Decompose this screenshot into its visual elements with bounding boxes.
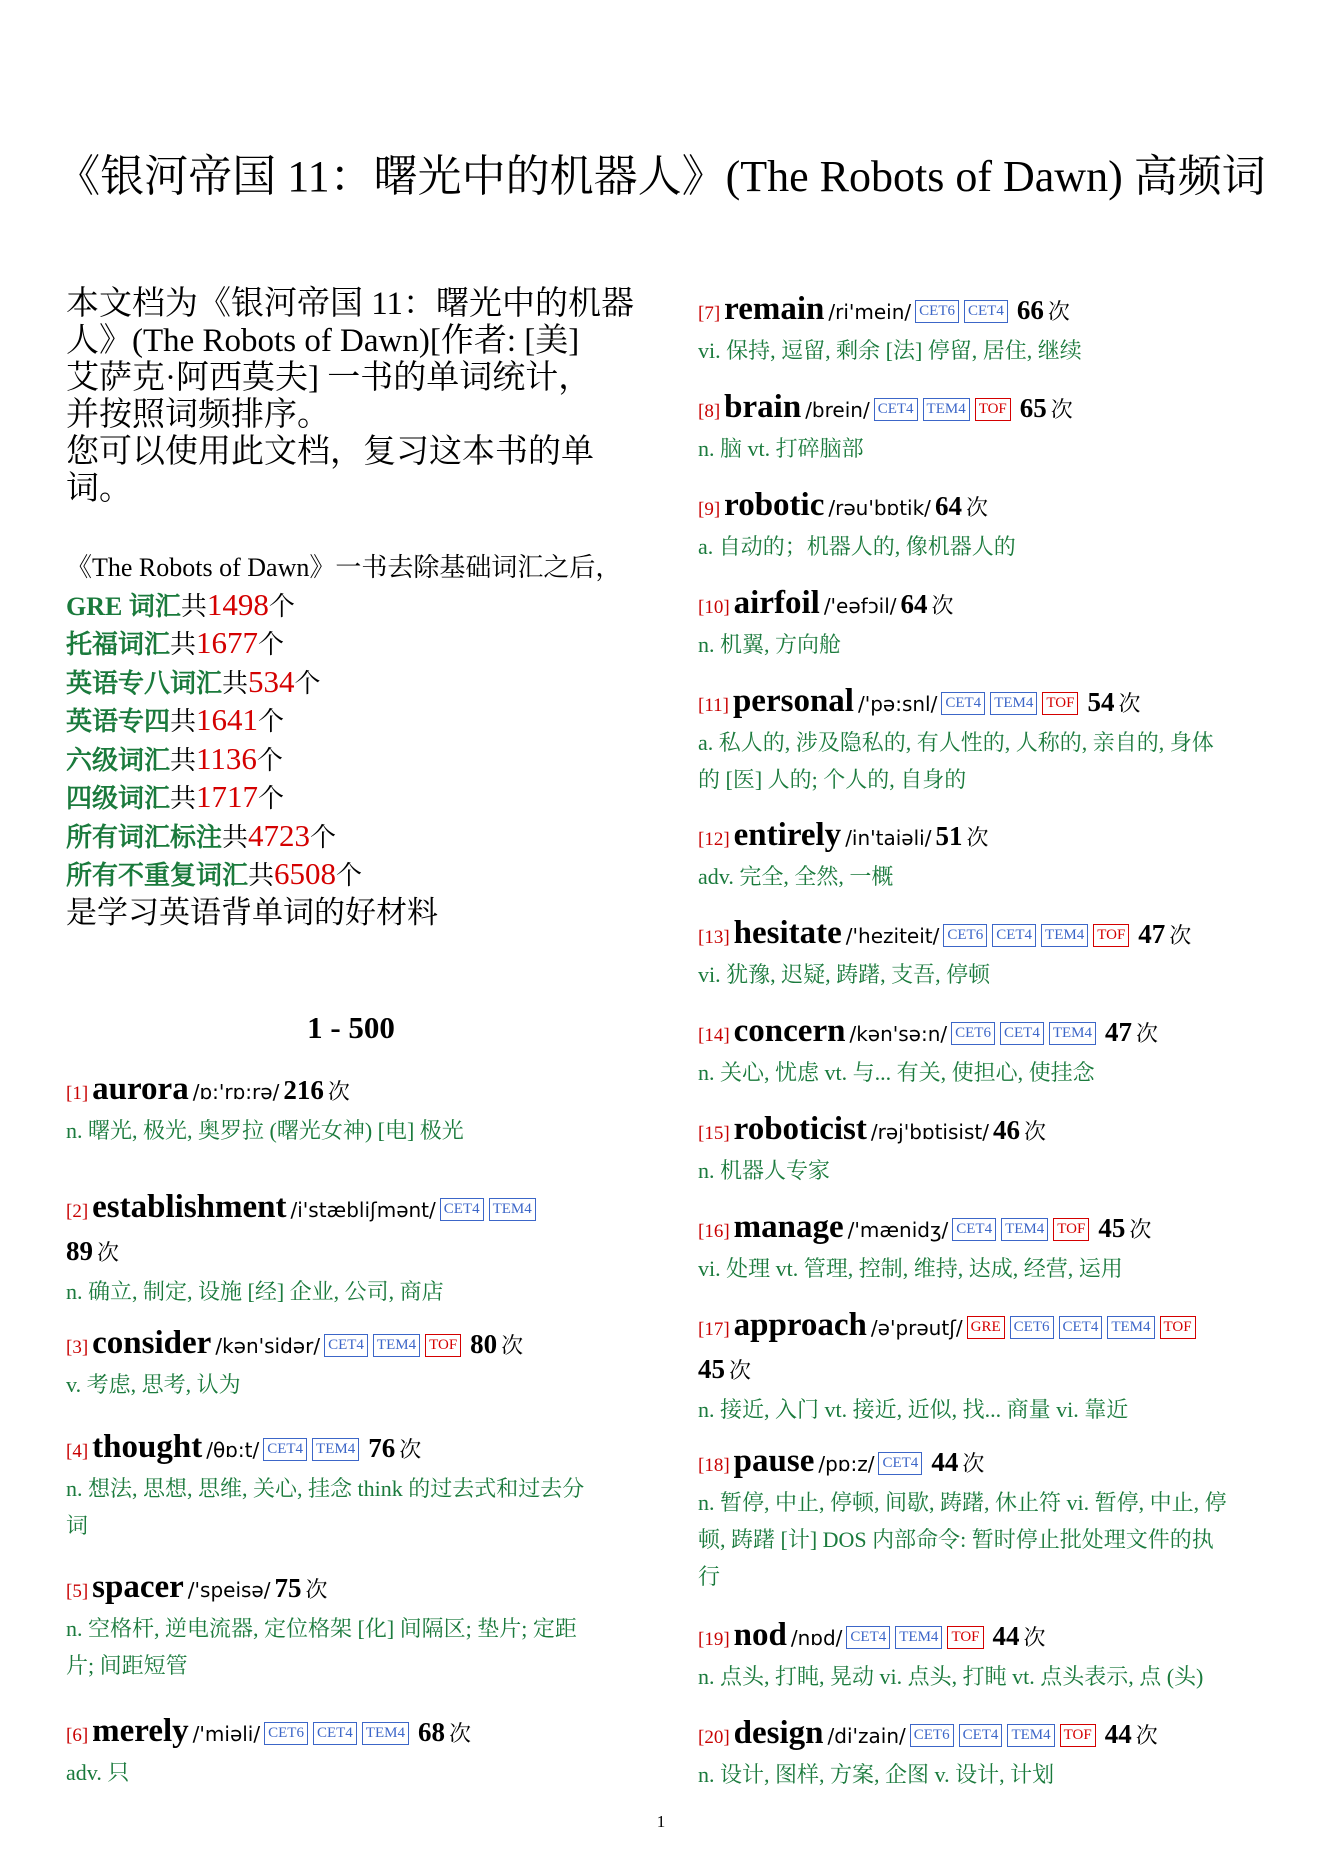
entry-head [698,1012,1278,1056]
entry-index: [10] [698,597,730,618]
stats-mid: 共 [222,822,249,852]
entry-head [698,584,1278,628]
entry-definition [698,332,1278,369]
stats-row [66,702,646,741]
definition-line: adv. 只 [66,1760,130,1785]
entry-word: pause [733,1443,815,1479]
entry-definition [66,1610,636,1684]
stats-row [66,625,646,664]
word-entry [698,584,1278,663]
exam-tag-cet4: CET4 [313,1722,357,1745]
definition-line: v. 考虑, 思考, 认为 [66,1372,241,1397]
definition-line: vi. 处理 vt. 管理, 控制, 维持, 达成, 经营, 运用 [698,1256,1123,1281]
entry-definition [698,956,1278,993]
entry-phonetic: /in'taiəli/ [845,826,932,850]
entry-word: manage [733,1209,844,1245]
stats-unit: 个 [258,630,285,659]
entry-count: 75 [274,1573,302,1603]
entry-index: [9] [698,499,721,520]
definition-line: n. 接近, 入门 vt. 接近, 近似, 找... 商量 vi. 靠近 [698,1397,1129,1422]
entry-count: 54 [1087,687,1115,717]
times-suffix: 次 [448,1721,471,1746]
times-suffix: 次 [501,1333,524,1358]
definition-line: n. 设计, 图样, 方案, 企图 v. 设计, 计划 [698,1762,1055,1787]
stats-number: 1717 [196,779,259,814]
stats-number: 534 [248,663,295,699]
entry-definition [698,626,1278,663]
exam-tag-cet4: CET4 [324,1334,368,1357]
times-suffix: 次 [965,495,988,520]
vocabulary-stats [66,550,646,931]
entry-index: [16] [698,1221,730,1242]
entry-phonetic: /i'stæbliʃmənt/ [290,1198,436,1222]
entry-word: establishment [92,1189,287,1225]
entry-head [698,1110,1278,1154]
stats-label: 英语专八词汇 [66,668,223,698]
exam-tag-gre: GRE [967,1316,1005,1339]
word-entry [698,1306,1278,1428]
entry-head [698,1616,1278,1660]
exam-tag-tof: TOF [975,398,1011,421]
exam-tag-cet4: CET4 [846,1626,890,1649]
entry-definition [66,1754,636,1791]
intro-line: 人》(The Robots of Dawn)[作者: [美] [66,323,580,359]
entry-word: roboticist [733,1111,867,1147]
entry-word: merely [92,1713,189,1749]
entry-word: nod [733,1617,787,1653]
entry-phonetic: /'eəfɔil/ [823,594,897,618]
entry-index: [4] [66,1441,89,1462]
entry-head [698,290,1278,334]
word-entry [66,1070,636,1149]
times-suffix: 次 [327,1079,350,1104]
word-entry [698,1714,1278,1793]
entry-definition [698,858,1278,895]
exam-tag-tem4: TEM4 [312,1438,359,1461]
entry-count: 45 [1098,1213,1126,1243]
entry-definition [698,1756,1278,1793]
definition-line: n. 空格杆, 逆电流器, 定位格架 [化] 间隔区; 垫片; 定距 [66,1616,577,1641]
entry-index: [13] [698,927,730,948]
entry-count: 44 [992,1621,1020,1651]
entry-count: 46 [992,1115,1020,1145]
exam-tag-cet4: CET4 [992,924,1036,947]
entry-index: [1] [66,1083,89,1104]
entry-count: 89 [66,1236,93,1266]
entry-definition [698,430,1278,467]
stats-number: 4723 [248,817,311,853]
entry-phonetic: /θɒ:t/ [206,1438,260,1462]
intro-line: 您可以使用此文档，复习这本书的单 [66,434,594,470]
entry-index: [3] [66,1337,89,1358]
times-suffix: 次 [1050,397,1073,422]
times-suffix: 次 [1169,923,1192,948]
exam-tag-cet4: CET4 [878,1452,922,1475]
entry-word: entirely [733,817,842,853]
definition-line: adv. 完全, 全然, 一概 [698,864,894,889]
entry-head [698,1306,1278,1393]
entry-phonetic: /pɒ:z/ [818,1452,875,1476]
word-entry [66,1568,636,1684]
exam-tag-cet4: CET4 [263,1438,307,1461]
exam-tag-cet6: CET6 [1010,1316,1054,1339]
entry-index: [8] [698,401,721,422]
definition-line: a. 私人的, 涉及隐私的, 有人性的, 人称的, 亲自的, 身体 [698,730,1214,755]
entry-word: personal [732,683,854,719]
stats-label: 四级词汇 [66,784,171,813]
entry-phonetic: /kən'sə:n/ [849,1022,948,1046]
times-suffix: 次 [966,825,989,850]
times-suffix: 次 [1047,299,1070,324]
entry-phonetic: /'miəli/ [192,1722,261,1746]
exam-tag-tem4: TEM4 [1001,1218,1048,1241]
entry-definition [698,528,1278,565]
entry-definition [698,1658,1278,1695]
times-suffix: 次 [97,1240,120,1265]
document-title: 《银河帝国 11：曙光中的机器人》(The Robots of Dawn) 高频词 [56,152,1266,201]
entry-head [66,1428,636,1472]
entry-word: remain [724,291,825,327]
exam-tag-cet4: CET4 [964,300,1008,323]
entry-head [698,1208,1278,1252]
word-entry [698,290,1278,369]
definition-line: 片; 间距短管 [66,1653,188,1678]
entry-index: [6] [66,1725,89,1746]
stats-label: 所有不重复词汇 [66,861,249,890]
entry-phonetic: /rəu'bɒtik/ [828,496,931,520]
definition-line: n. 想法, 思想, 思维, 关心, 挂念 think 的过去式和过去分 [66,1476,585,1501]
entry-phonetic: /'mænidʒ/ [847,1218,949,1242]
stats-label: 英语专四 [66,707,171,736]
entry-count: 51 [935,821,963,851]
entry-head [66,1188,636,1275]
entry-count: 47 [1138,919,1166,949]
exam-tag-tem4: TEM4 [923,398,970,421]
word-entry [698,486,1278,565]
stats-unit: 个 [336,861,363,890]
entry-phonetic: /brein/ [805,398,870,422]
stats-label: 所有词汇标注 [66,822,223,852]
exam-tag-tof: TOF [947,1626,983,1649]
entry-count: 44 [1104,1719,1132,1749]
exam-tag-tem4: TEM4 [1049,1022,1096,1045]
stats-label: 六级词汇 [66,745,171,775]
entry-head [66,1568,636,1612]
definition-line: n. 关心, 忧虑 vt. 与... 有关, 使担心, 使挂念 [698,1060,1095,1085]
entry-head [698,1714,1278,1758]
entry-phonetic: /kən'sidər/ [215,1334,321,1358]
word-entry [698,682,1278,798]
entry-definition [698,1391,1278,1428]
entry-head [698,914,1278,958]
intro-line: 艾萨克·阿西莫夫] 一书的单词统计， [66,360,592,396]
stats-unit: 个 [310,822,337,852]
exam-tag-cet4: CET4 [1000,1022,1044,1045]
exam-tag-tem4: TEM4 [1007,1724,1054,1747]
entry-head [698,816,1278,860]
word-entry [66,1188,636,1310]
entry-word: concern [733,1013,846,1049]
entry-phonetic: /'heziteit/ [845,924,940,948]
entry-count: 44 [931,1447,959,1477]
stats-label: 托福词汇 [66,630,171,659]
entry-definition [698,1250,1278,1287]
entry-index: [5] [66,1581,89,1602]
exam-tag-tof: TOF [1160,1316,1196,1339]
definition-line: n. 机器人专家 [698,1158,831,1183]
exam-tag-tem4: TEM4 [1041,924,1088,947]
exam-tag-tof: TOF [1053,1218,1089,1241]
entry-head [698,682,1278,726]
stats-unit: 个 [256,745,283,775]
stats-row [66,741,646,780]
entry-index: [14] [698,1025,730,1046]
stats-row [66,779,646,818]
entry-phonetic: /ɒ:'rɒ:rə/ [192,1080,280,1104]
intro-paragraph [66,286,646,508]
stats-row [66,587,646,626]
stats-lead: 《The Robots of Dawn》一书去除基础词汇之后， [66,553,622,582]
times-suffix: 次 [1129,1217,1152,1242]
entry-definition [698,1152,1278,1189]
times-suffix: 次 [399,1437,422,1462]
entry-index: [12] [698,829,730,850]
definition-line: n. 点头, 打盹, 晃动 vi. 点头, 打盹 vt. 点头表示, 点 (头) [698,1664,1204,1689]
exam-tag-cet6: CET6 [910,1724,954,1747]
stats-unit: 个 [294,668,321,698]
entry-head [66,1712,636,1756]
intro-line: 本文档为《银河帝国 11：曙光中的机器 [66,286,635,322]
entry-index: [2] [66,1201,89,1222]
stats-number: 1136 [196,740,257,776]
exam-tag-tof: TOF [1093,924,1129,947]
stats-mid: 共 [170,784,197,813]
entry-word: approach [733,1307,867,1343]
entry-word: hesitate [733,915,842,951]
entry-count: 64 [900,589,928,619]
entry-definition [66,1112,636,1149]
exam-tag-cet6: CET6 [264,1722,308,1745]
entry-index: [20] [698,1727,730,1748]
entry-count: 47 [1105,1017,1132,1047]
exam-tag-tem4: TEM4 [373,1334,420,1357]
entry-word: brain [724,389,802,425]
entry-definition [698,1484,1278,1595]
exam-tag-cet4: CET4 [941,692,985,715]
entry-definition [698,724,1278,798]
definition-line: n. 机翼, 方向舱 [698,632,842,657]
word-entry [698,1616,1278,1695]
stats-number: 1677 [196,625,259,660]
entry-word: consider [92,1325,212,1361]
word-entry [698,1442,1278,1595]
times-suffix: 次 [1023,1119,1046,1144]
entry-definition [66,1470,636,1544]
definition-line: vi. 犹豫, 迟疑, 踌躇, 支吾, 停顿 [698,962,991,987]
stats-row [66,664,646,703]
exam-tag-tem4: TEM4 [362,1722,409,1745]
entry-phonetic: /rəj'bɒtisist/ [870,1120,989,1144]
stats-mid: 共 [170,707,197,736]
definition-line: vi. 保持, 逗留, 剩余 [法] 停留, 居住, 继续 [698,338,1082,363]
definition-line: 词 [66,1513,89,1538]
times-suffix: 次 [1136,1021,1159,1046]
exam-tag-cet4: CET4 [874,398,918,421]
exam-tag-tem4: TEM4 [1107,1316,1154,1339]
entry-phonetic: /'pə:snl/ [857,692,938,716]
stats-unit: 个 [268,591,295,621]
word-entry [698,388,1278,467]
entry-count: 76 [368,1433,396,1463]
word-entry [66,1324,636,1403]
exam-tag-cet6: CET6 [943,924,987,947]
exam-tag-cet6: CET6 [915,300,959,323]
entry-index: [11] [698,695,729,716]
definition-line: n. 曙光, 极光, 奥罗拉 (曙光女神) [电] 极光 [66,1118,464,1143]
times-suffix: 次 [962,1451,985,1476]
entry-count: 68 [417,1717,445,1747]
times-suffix: 次 [729,1358,752,1383]
exam-tag-cet6: CET6 [951,1022,995,1045]
entry-index: [18] [698,1455,730,1476]
stats-closing: 是学习英语背单词的好材料 [66,894,438,930]
definition-line: n. 暂停, 中止, 停顿, 间歇, 踌躇, 休止符 vi. 暂停, 中止, 停 [698,1490,1227,1515]
word-entry [698,1208,1278,1287]
entry-head [698,388,1278,432]
entry-word: design [733,1715,824,1751]
entry-word: robotic [724,487,825,523]
exam-tag-cet4: CET4 [959,1724,1003,1747]
stats-label: GRE 词汇 [66,591,181,621]
stats-number: 1641 [196,702,259,737]
exam-tag-tem4: TEM4 [895,1626,942,1649]
exam-tag-tof: TOF [425,1334,461,1357]
times-suffix: 次 [931,593,954,618]
entry-definition [698,1054,1278,1091]
entry-phonetic: /di'zain/ [827,1724,906,1748]
exam-tag-cet4: CET4 [952,1218,996,1241]
entry-index: [17] [698,1319,730,1340]
entry-head [698,486,1278,530]
entry-head [66,1070,636,1114]
range-heading: 1 - 500 [307,1010,395,1045]
entry-phonetic: /'speisə/ [187,1578,271,1602]
page-number: 1 [656,1812,666,1831]
entry-word: thought [92,1429,203,1465]
stats-row [66,856,646,895]
stats-number: 1498 [206,586,269,622]
entry-count: 65 [1019,393,1047,423]
entry-count: 216 [283,1075,324,1105]
definition-line: n. 确立, 制定, 设施 [经] 企业, 公司, 商店 [66,1279,444,1304]
entry-phonetic: /nɒd/ [790,1626,843,1650]
entry-phonetic: /ə'prəutʃ/ [870,1316,963,1340]
entry-definition [66,1366,636,1403]
word-entry [698,914,1278,993]
stats-row [66,818,646,857]
word-entry [698,1012,1278,1091]
exam-tag-tof: TOF [1060,1724,1096,1747]
entry-head [698,1442,1278,1486]
exam-tag-tof: TOF [1042,692,1078,715]
entry-index: [19] [698,1629,730,1650]
exam-tag-tem4: TEM4 [489,1198,536,1221]
definition-line: 顿, 踌躇 [计] DOS 内部命令: 暂时停止批处理文件的执 [698,1527,1214,1552]
times-suffix: 次 [1135,1723,1158,1748]
stats-mid: 共 [170,745,197,775]
entry-index: [7] [698,303,721,324]
word-entry [698,816,1278,895]
entry-phonetic: /ri'mein/ [828,300,912,324]
times-suffix: 次 [1023,1625,1046,1650]
definition-line: a. 自动的；机器人的, 像机器人的 [698,534,1016,559]
exam-tag-tem4: TEM4 [990,692,1037,715]
stats-mid: 共 [170,630,197,659]
entry-index: [15] [698,1123,730,1144]
stats-mid: 共 [180,591,207,621]
word-entry [66,1712,636,1791]
entry-word: spacer [92,1569,184,1605]
entry-definition [66,1273,636,1310]
times-suffix: 次 [1118,691,1141,716]
exam-tag-cet4: CET4 [440,1198,484,1221]
stats-unit: 个 [258,784,285,813]
definition-line: 的 [医] 人的; 个人的, 自身的 [698,767,967,792]
entry-count: 45 [698,1354,725,1384]
stats-mid: 共 [248,861,275,890]
intro-line: 词。 [66,471,132,507]
word-entry [66,1428,636,1544]
entry-count: 66 [1016,295,1044,325]
stats-number: 6508 [274,856,337,891]
exam-tag-cet4: CET4 [1059,1316,1103,1339]
times-suffix: 次 [305,1577,328,1602]
definition-line: 行 [698,1564,721,1589]
stats-unit: 个 [258,707,285,736]
intro-line: 并按照词频排序。 [66,397,330,433]
entry-head [66,1324,636,1368]
entry-count: 64 [934,491,962,521]
stats-mid: 共 [222,668,249,698]
entry-word: airfoil [733,585,820,621]
word-entry [698,1110,1278,1189]
entry-count: 80 [470,1329,498,1359]
entry-word: aurora [92,1071,189,1107]
definition-line: n. 脑 vt. 打碎脑部 [698,436,864,461]
